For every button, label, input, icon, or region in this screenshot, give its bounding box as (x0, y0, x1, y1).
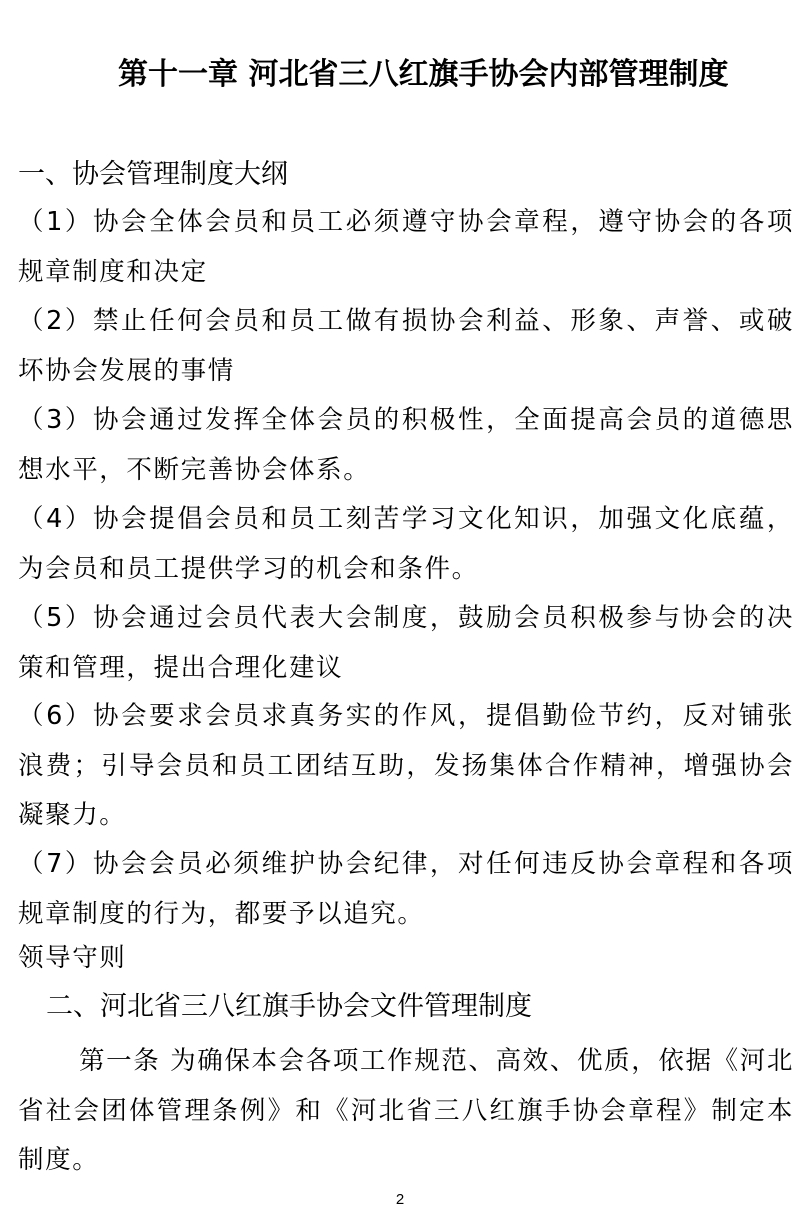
section-heading-outline: 一、协会管理制度大纲 (18, 159, 288, 190)
chapter-title: 第十一章 河北省三八红旗手协会内部管理制度 (118, 57, 729, 92)
outline-item-6: （6）协会要求会员求真务实的作风，提倡勤俭节约，反对铺张浪费；引导会员和员工团结互助，发扬集体合作精神，增强协会凝聚力。 (18, 701, 794, 830)
section-heading-document-management: 二、河北省三八红旗手协会文件管理制度 (46, 991, 532, 1022)
outline-item-3: （3）协会通过发挥全体会员的积极性，全面提高会员的道德思想水平，不断完善协会体系。 (18, 405, 794, 485)
outline-item-7: （7）协会会员必须维护协会纪律，对任何违反协会章程和各项规章制度的行为，都要予以追究。 (18, 849, 794, 929)
article-1-paragraph: 第一条 为确保本会各项工作规范、高效、优质，依据《河北省社会团体管理条例》和《河北省三八红旗手协会章程》制定本制度。 (18, 1046, 794, 1175)
page-number: 2 (395, 1191, 405, 1208)
outline-item-4: （4）协会提倡会员和员工刻苦学习文化知识，加强文化底蕴，为会员和员工提供学习的机会和条件。 (18, 504, 794, 584)
outline-item-1: （1）协会全体会员和员工必须遵守协会章程，遵守协会的各项规章制度和决定 (18, 207, 794, 287)
outline-item-5: （5）协会通过会员代表大会制度，鼓励会员积极参与协会的决策和管理，提出合理化建议 (18, 603, 794, 683)
leadership-rules-label: 领导守则 (18, 943, 127, 973)
outline-item-2: （2）禁止任何会员和员工做有损协会利益、形象、声誉、或破坏协会发展的事情 (18, 306, 794, 386)
